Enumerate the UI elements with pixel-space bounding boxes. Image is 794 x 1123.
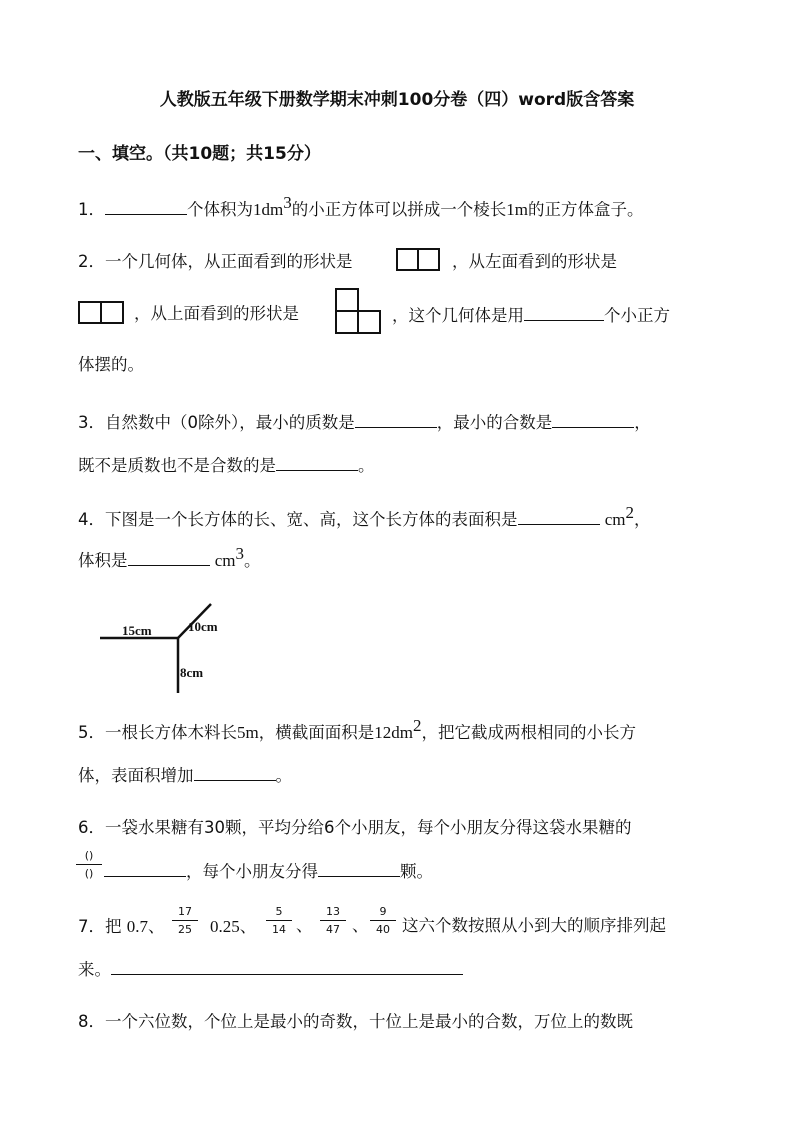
question-4-line-1: 4．下图是一个长方体的长、宽、高，这个长方体的表面积是 $cm^2$， xyxy=(78,503,651,529)
q3-blank-3[interactable] xyxy=(276,456,358,471)
question-2-line-1b: ，从左面看到的形状是 xyxy=(452,252,617,271)
page-title: 人教版五年级下册数学期末冲刺100分卷（四）word版含答案 xyxy=(159,90,635,110)
q2-blank[interactable] xyxy=(524,306,604,321)
question-5-line-1: 5．一根长方体木料长5m，横截面面积是$12dm^2$，把它截成两根相同的小长方 xyxy=(78,716,636,742)
question-4-line-2: 体积是 $cm^3$。 xyxy=(78,544,261,570)
q1-blank[interactable] xyxy=(105,200,187,215)
cuboid-dimension-figure xyxy=(96,598,246,698)
question-8-line-1: 8．一个六位数，个位上是最小的奇数，十位上是最小的合数，万位上的数既 xyxy=(78,1012,633,1031)
width-label: 10cm xyxy=(188,619,218,634)
q1-number: 1． xyxy=(78,200,105,219)
q4-blank-1[interactable] xyxy=(518,510,600,525)
q7-fraction-1: $\frac{17}{25}$ xyxy=(172,906,198,935)
q5-blank[interactable] xyxy=(194,766,276,781)
q6-blank-1[interactable] xyxy=(104,862,186,877)
q7-fraction-3: $\frac{13}{47}$ xyxy=(320,906,346,935)
q7-fraction-4: $\frac{9}{40}$ xyxy=(370,906,396,935)
q7-sep-2: 、 xyxy=(296,916,313,935)
question-7-pre: 7．把 0.7、 xyxy=(78,917,165,936)
q4-blank-2[interactable] xyxy=(128,551,210,566)
question-2-line-2b: ，这个几何体是用 个小正方 xyxy=(392,306,670,325)
question-7-post: 这六个数按照从小到大的顺序排列起 xyxy=(402,916,666,935)
left-view-two-squares-icon xyxy=(78,301,126,325)
question-7-line-2: 来。 xyxy=(78,960,463,979)
q3-blank-2[interactable] xyxy=(552,413,634,428)
q7-fraction-2: $\frac{5}{14}$ xyxy=(266,906,292,935)
front-view-two-squares-icon xyxy=(396,248,442,272)
q7-blank[interactable] xyxy=(111,960,463,975)
question-5-line-2: 体，表面积增加 。 xyxy=(78,766,292,785)
question-3-line-1: 3．自然数中（0除外），最小的质数是 ，最小的合数是 ， xyxy=(78,413,651,432)
q6-blank-2[interactable] xyxy=(318,862,400,877)
question-1: 1． 个体积为$1dm^3$的小正方体可以拼成一个棱长1m的正方体盒子。 xyxy=(78,193,644,219)
question-2-line-2a: ，从上面看到的形状是 xyxy=(134,304,299,323)
q3-blank-1[interactable] xyxy=(355,413,437,428)
question-6-line-1: 6．一袋水果糖有30颗，平均分给6个小朋友，每个小朋友分得这袋水果糖的 xyxy=(78,818,632,837)
section-heading: 一、填空。（共10题；共15分） xyxy=(78,144,321,164)
question-2-line-1: 2．一个几何体，从正面看到的形状是 xyxy=(78,252,353,271)
question-3-line-2: 既不是质数也不是合数的是 。 xyxy=(78,456,375,475)
length-label: 15cm xyxy=(122,623,152,638)
top-view-three-squares-icon xyxy=(335,288,383,336)
height-label: 8cm xyxy=(180,665,204,680)
q7-sep-3: 、 xyxy=(352,916,369,935)
question-6-line-2: ，每个小朋友分得 颗。 xyxy=(104,862,433,881)
question-7-v2: 0.25、 xyxy=(210,917,257,936)
q6-fraction: () () xyxy=(76,850,102,879)
question-2-line-3: 体摆的。 xyxy=(78,355,144,374)
